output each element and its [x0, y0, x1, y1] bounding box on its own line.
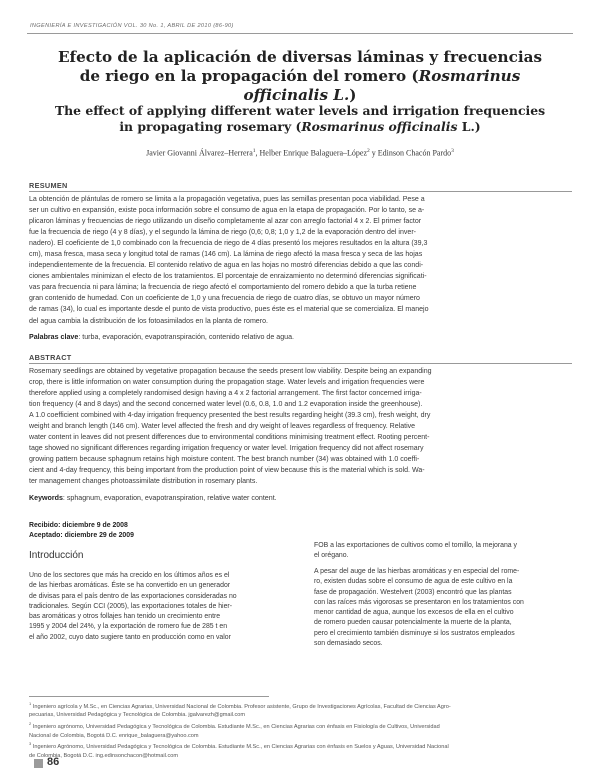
intro-left-column — [29, 571, 295, 643]
title-english-close: L.) — [457, 119, 481, 134]
palabras-clave — [29, 333, 572, 341]
resumen-heading: RESUMEN — [29, 181, 68, 190]
footnote-rule — [29, 696, 269, 697]
author-2-sup: 2 — [367, 148, 370, 154]
intro-right-line: FOB a las exportaciones de cultivos como el tomillo, la mejorana y — [314, 542, 517, 549]
journal-header: INGENIERÍA E INVESTIGACIÓN VOL. 30 No. 1, ABRIL DE 2010 (86-90) — [30, 23, 234, 29]
footnotes — [29, 700, 572, 760]
title-spanish — [52, 48, 548, 105]
footnote-3-text: Ingeniero Agrónomo, Universidad Pedagógica y Tecnológica de Colombia. Estudiante M.Sc., en Ciencias Agrarias con énfasis en Suelos y Aguas, Universidad Nacional — [32, 743, 449, 750]
header-rule — [27, 33, 573, 34]
intro-right-line: son demasiado secos. — [314, 639, 383, 647]
footnote-2 — [29, 720, 572, 731]
intro-right-line: con las raíces más vigorosas se presentaron en los tratamientos con — [314, 598, 524, 606]
intro-right-line: menor cantidad de agua, aunque los excesos de ella en el cultivo — [314, 609, 514, 616]
keywords-label: Keywords — [29, 494, 63, 502]
page-marker-square — [34, 759, 43, 768]
abstract-line: tage showed no significant differences regarding irrigation frequency or water level. Irrigation frequency did not affect rosemary — [29, 445, 424, 453]
intro-right-line: el orégano. — [314, 552, 349, 560]
resumen-line: vas para frecuencia ni para lámina; la frecuencia de riego afectó el comportamiento del romero debido a que la turba retiene — [29, 284, 417, 292]
intro-left-line: Uno de los sectores que más ha crecido en los últimos años es el — [29, 572, 230, 579]
abstract-line: growing pattern because sphagnum retains high moisture content. The best branch number (34) was obtained with 1.0 coeffi- — [29, 456, 420, 464]
footnote-3-cont: de Colombia, Bogotá D.C. ing.edinsonchacon@hotmail.com — [29, 752, 179, 759]
abstract-line: tion frequency (4 and 8 days) and the second concerned water level (0.6, 0.8, 1.0 and 1.2 evaporation inside the greenhouse). — [29, 401, 423, 409]
title-spanish-species: Rosmarinus officinalis L. — [243, 67, 521, 104]
resumen-rule — [29, 191, 572, 192]
resumen-line: fue la frecuencia de riego (4 y 8 días), y el segundo la lámina de riego (0,6; 0,8; 1,0 y 1,2 de la evaporación dentro del inver- — [29, 229, 417, 237]
intro-right-line: de romero pueden causar potencialmente la muerte de la planta, — [314, 619, 512, 627]
footnote-1-cont: pecuarias, Universidad Pedagógica y Tecnológica de Colombia. jgalvarezh@gmail.com — [29, 712, 246, 719]
intro-right-line: pero el crecimiento también disminuye si los sustratos empleados — [314, 629, 515, 637]
footnote-1-text: Ingeniero agrícola y M.Sc., en Ciencias Agrarias, Universidad Nacional de Colombia. Profesor asistente, Grupo de Investigaciones Agrícolas, Facultad de Ciencias Agro- — [32, 703, 451, 710]
resumen-line: gran contenido de humedad. Con un coeficiente de 1,0 y una frecuencia de riego de cuatro días, se obtuvo un mayor número — [29, 295, 420, 303]
resumen-line: de ramas (34), lo cual es importante desde el punto de vista productivo, pues éste es el material que se comercializa. El manejo — [29, 306, 429, 314]
dates — [29, 521, 134, 541]
abstract-line: cient and 4-day frequency, this being important from the production point of view because this is the material which is sold. Wa- — [29, 467, 425, 475]
title-english-text: The effect of applying different water levels and irrigation frequencies in propagating rosemary ( — [54, 103, 546, 134]
intro-heading: Introducción — [29, 550, 84, 561]
abstract-body — [29, 366, 572, 488]
author-3: y Edinson Chacón Pardo — [369, 148, 452, 158]
abstract-line: therefore applied using a completely randomised design having a 4 x 2 factorial arrangement. The first factor concerned irriga- — [29, 390, 422, 398]
intro-left-line: de divisas para el país dentro de las exportaciones consideradas no — [29, 592, 237, 600]
resumen-line: nadero). El coeficiente de 1,0 combinado con la frecuencia de riego de 4 días presentó los mejores resultados en la altura (39,3 — [29, 240, 428, 248]
intro-left-line: 1995 y 2004 del 24%, y la exportación de romero fue de 285 t en — [29, 623, 228, 631]
intro-right-line: ro, existen dudas sobre el consumo de agua de este cultivo en la — [314, 578, 513, 586]
intro-right-line: fase de propagación. Westelvert (2003) encontró que las plantas — [314, 588, 512, 596]
footnote-3 — [29, 740, 572, 751]
abstract-heading: ABSTRACT — [29, 353, 72, 362]
resumen-line: independientemente de la frecuencia. El contenido relativo de agua en las hojas no mostró diferencias debido a que las condi- — [29, 262, 424, 270]
keywords-text: : sphagnum, evaporation, evapotranspiration, relative water content. — [62, 494, 277, 502]
intro-left-line: bas aromáticas y otros follajes han tenido un crecimiento entre — [29, 613, 221, 620]
author-2: , Helber Enrique Balaguera–López — [255, 148, 368, 158]
footnote-3-sup: 3 — [29, 741, 32, 747]
resumen-line: del agua cambia la distribución de los fotoasimilados en la planta de romero. — [29, 317, 268, 325]
title-english-species: Rosmarinus officinalis — [301, 119, 458, 134]
author-1: Javier Giovanni Álvarez–Herrera — [146, 148, 253, 158]
authors — [40, 148, 560, 158]
footnote-1 — [29, 700, 572, 711]
page-number: 86 — [47, 756, 60, 768]
abstract-line: Rosemary seedlings are obtained by vegetative propagation because the seeds present low viability. Despite being an expanding — [29, 368, 432, 375]
accepted-date: Aceptado: diciembre 29 de 2009 — [29, 532, 134, 539]
intro-left-line: de las hierbas aromáticas. Éste se ha convertido en un generador — [29, 582, 231, 590]
footnote-2-sup: 2 — [29, 721, 32, 727]
abstract-line: weight and branch length (146 cm). Water level affected the fresh and dry weight of leaves regardless of frequency. Relative — [29, 423, 416, 431]
abstract-line: A 1.0 coefficient combined with 4-day irrigation frequency presented the best results regarding height (39.3 cm), fresh weight, dry — [29, 412, 431, 420]
intro-left-line: el año 2002, cuyo dato sugiere tanto en producción como en valor — [29, 633, 231, 641]
abstract-line: crop, there is little information on water consumption during the propagation stage. Water levels and irrigation frequencies were — [29, 379, 425, 387]
footnote-2-text: Ingeniero agrónomo, Universidad Pedagógica y Tecnológica de Colombia. Estudiante M.Sc., en Ciencias Agrarias con énfasis en Fisiología de Cultivos, Universidad — [32, 723, 440, 730]
footnote-2-cont: Nacional de Colombia, Bogotá D.C. enrique_balaguera@yahoo.com — [29, 732, 199, 739]
abstract-rule — [29, 363, 572, 364]
palabras-clave-label: Palabras clave — [29, 333, 79, 341]
title-spanish-text: Efecto de la aplicación de diversas láminas y frecuencias de riego en la propagación del romero ( — [57, 48, 543, 85]
resumen-line: plicaron láminas y frecuencias de riego utilizando un diseño completamente al azar con arreglo factorial 4 x 2. El primer factor — [29, 218, 422, 226]
intro-right-top — [314, 541, 572, 562]
abstract-line: water content in leaves did not present differences due to environmental conditions minimising treatment effect. Rooting percent- — [29, 434, 430, 442]
keywords — [29, 494, 572, 502]
resumen-line: La obtención de plántulas de romero se limita a la propagación vegetativa, pues las semillas presentan poca viabilidad. Pese a — [29, 196, 425, 203]
title-english — [52, 103, 548, 135]
intro-left-line: tradicionales. Según CCI (2005), las exportaciones totales de hier- — [29, 602, 233, 610]
intro-right-line: A pesar del auge de las hierbas aromáticas y en especial del rome- — [314, 568, 520, 575]
palabras-clave-text: : turba, evaporación, evapotranspiración, contenido relativo de agua. — [78, 333, 295, 341]
abstract-line: ter management changes photoassimilate distribution in rosemary plants. — [29, 478, 258, 486]
footnote-1-sup: 1 — [29, 701, 32, 706]
author-1-sup: 1 — [252, 148, 256, 154]
resumen-line: ciones ambientales minimizan el efecto de los tratamientos. El porcentaje de enraizamiento no determinó diferencias significati- — [29, 273, 427, 281]
author-3-sup: 3 — [451, 148, 454, 154]
resumen-body — [29, 194, 572, 327]
received-date: Recibido: diciembre 9 de 2008 — [29, 522, 128, 529]
resumen-line: ser un cultivo en expansión, existe poca información sobre el consumo de agua en la etapa de propagación. Por lo tanto, se a- — [29, 207, 425, 215]
resumen-line: cm), masa fresca, masa seca y longitud total de ramas (146 cm). La lámina de riego afectó la masa fresca y seca de las hojas — [29, 251, 423, 259]
title-spanish-close: ) — [349, 86, 357, 104]
intro-right-column — [314, 567, 572, 649]
